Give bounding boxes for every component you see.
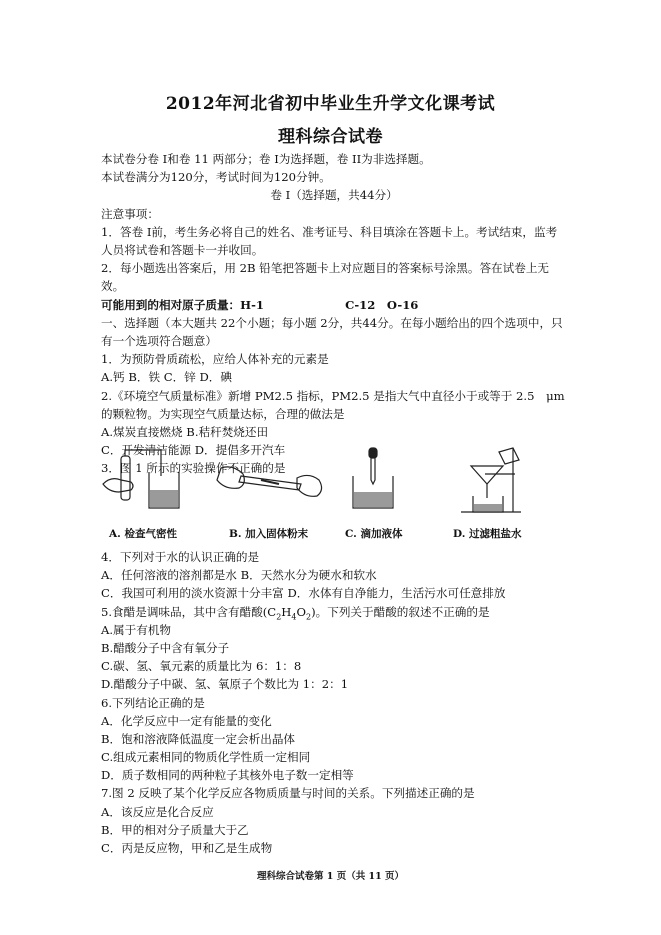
lower-text-block bbox=[101, 548, 567, 857]
q6-option: B．饱和溶液降低温度一定会析出晶体 bbox=[101, 731, 296, 746]
part1-header: 一、选择题（本大题共 22个小题；每小题 2分，共44分。在每小题给出的四个选项中，只有一个选项符合题意） bbox=[101, 315, 563, 348]
figure-caption-b: B. 加入固体粉末 bbox=[229, 528, 309, 540]
q5-option: C.碳、氢、氧元素的质量比为 6：1：8 bbox=[101, 659, 302, 674]
q5-stem-after: )。下列关于醋酸的叙述不正确的是 bbox=[311, 604, 490, 619]
q5-stem bbox=[101, 603, 567, 621]
q4-stem: 4．下列对于水的认识正确的是 bbox=[101, 550, 260, 564]
figure-caption-c: C. 滴加液体 bbox=[345, 528, 403, 540]
exam-title: 2012年河北省初中毕业生升学文化课考试 bbox=[165, 94, 496, 114]
q5-option: A.属于有机物 bbox=[101, 622, 172, 637]
intro-line: 本试卷分卷 I和卷 11 两部分；卷 I为选择题，卷 II为非选择题。 bbox=[101, 152, 431, 166]
q1-options: A.钙 B．铁 C．锌 D．碘 bbox=[101, 370, 232, 385]
upper-text-block bbox=[101, 150, 567, 478]
section-heading: 卷 I（选择题，共44分） bbox=[270, 188, 398, 203]
q7-option: C．丙是反应物，甲和乙是生成物 bbox=[101, 841, 273, 855]
q2-options-ab: A.煤炭直接燃烧 B.秸秆焚烧还田 bbox=[101, 424, 269, 439]
figure-1-lab-operations bbox=[101, 446, 561, 546]
formula-subscript: 2 bbox=[276, 611, 282, 621]
intro-line: 本试卷满分为120分，考试时间为120分钟。 bbox=[101, 170, 331, 185]
q7-option: B．甲的相对分子质量大于乙 bbox=[101, 822, 249, 837]
add-liquid-illustration bbox=[353, 448, 393, 508]
figure-caption-a: A. 检查气密性 bbox=[109, 528, 177, 540]
q6-option: D．质子数相同的两种粒子其核外电子数一定相等 bbox=[101, 768, 354, 783]
q4-options-ab: A．任何溶液的溶剂都是水 B．天然水分为硬水和软水 bbox=[101, 568, 377, 583]
notice-item: 1．答卷 I前，考生务必将自己的姓名、准考证号、科目填涂在答题卡上。考试结束，监考人员将试卷和答题卡一并收回。 bbox=[101, 224, 558, 257]
airtightness-check-illustration bbox=[103, 450, 179, 508]
q2-options-cd: C．开发清洁能源 D．提倡多开汽车 bbox=[101, 443, 286, 458]
q4-options-cd: C．我国可利用的淡水资源十分丰富 D．水体有自净能力，生活污水可任意排放 bbox=[101, 586, 506, 601]
q1-stem: 1．为预防骨质疏松，应给人体补充的元素是 bbox=[101, 352, 329, 367]
q5-option: B.醋酸分子中含有氧分子 bbox=[101, 640, 230, 655]
q6-option: C.组成元素相同的物质化学性质一定相同 bbox=[101, 750, 311, 765]
formula-element: O bbox=[296, 604, 307, 619]
q6-stem: 6.下列结论正确的是 bbox=[101, 695, 205, 710]
q5-stem-before: 5.食醋是调味品，其中含有醋酸(C bbox=[101, 604, 277, 619]
q3-stem: 3．图 1 所示的实验操作不正确的是 bbox=[101, 461, 286, 476]
q7-option: A．该反应是化合反应 bbox=[101, 804, 214, 819]
lab-illustrations bbox=[101, 446, 561, 526]
formula-subscript: 2 bbox=[306, 611, 312, 621]
formula-subscript: 4 bbox=[291, 611, 297, 621]
q5-option: D.醋酸分子中碳、氢、氧原子个数比为 1：2：1 bbox=[101, 677, 349, 692]
page-footer: 理科综合试卷第 1 页（共 11 页） bbox=[256, 871, 405, 882]
notice-item: 2．每小题选出答案后，用 2B 铅笔把答题卡上对应题目的答案标号涂黑。答在试卷上无效。 bbox=[101, 261, 550, 294]
atomic-mass-line: 可能用到的相对原子质量：H-1 C-12 O-16 bbox=[101, 297, 419, 312]
exam-subtitle: 理科综合试卷 bbox=[278, 127, 383, 147]
filtration-illustration bbox=[461, 448, 521, 512]
figure-caption-d: D. 过滤粗盐水 bbox=[453, 528, 522, 540]
formula-element: H bbox=[281, 604, 292, 619]
q6-option: A．化学反应中一定有能量的变化 bbox=[101, 713, 272, 728]
notice-title: 注意事项： bbox=[101, 206, 159, 221]
q2-stem: 2.《环境空气质量标准》新增 PM2.5 指标，PM2.5 是指大气中直径小于或等于 2.5 μm的颗粒物。为实现空气质量达标，合理的做法是 bbox=[101, 388, 565, 421]
q7-stem: 7.图 2 反映了某个化学反应各物质质量与时间的关系。下列描述正确的是 bbox=[101, 786, 475, 801]
add-powder-illustration bbox=[217, 467, 322, 496]
